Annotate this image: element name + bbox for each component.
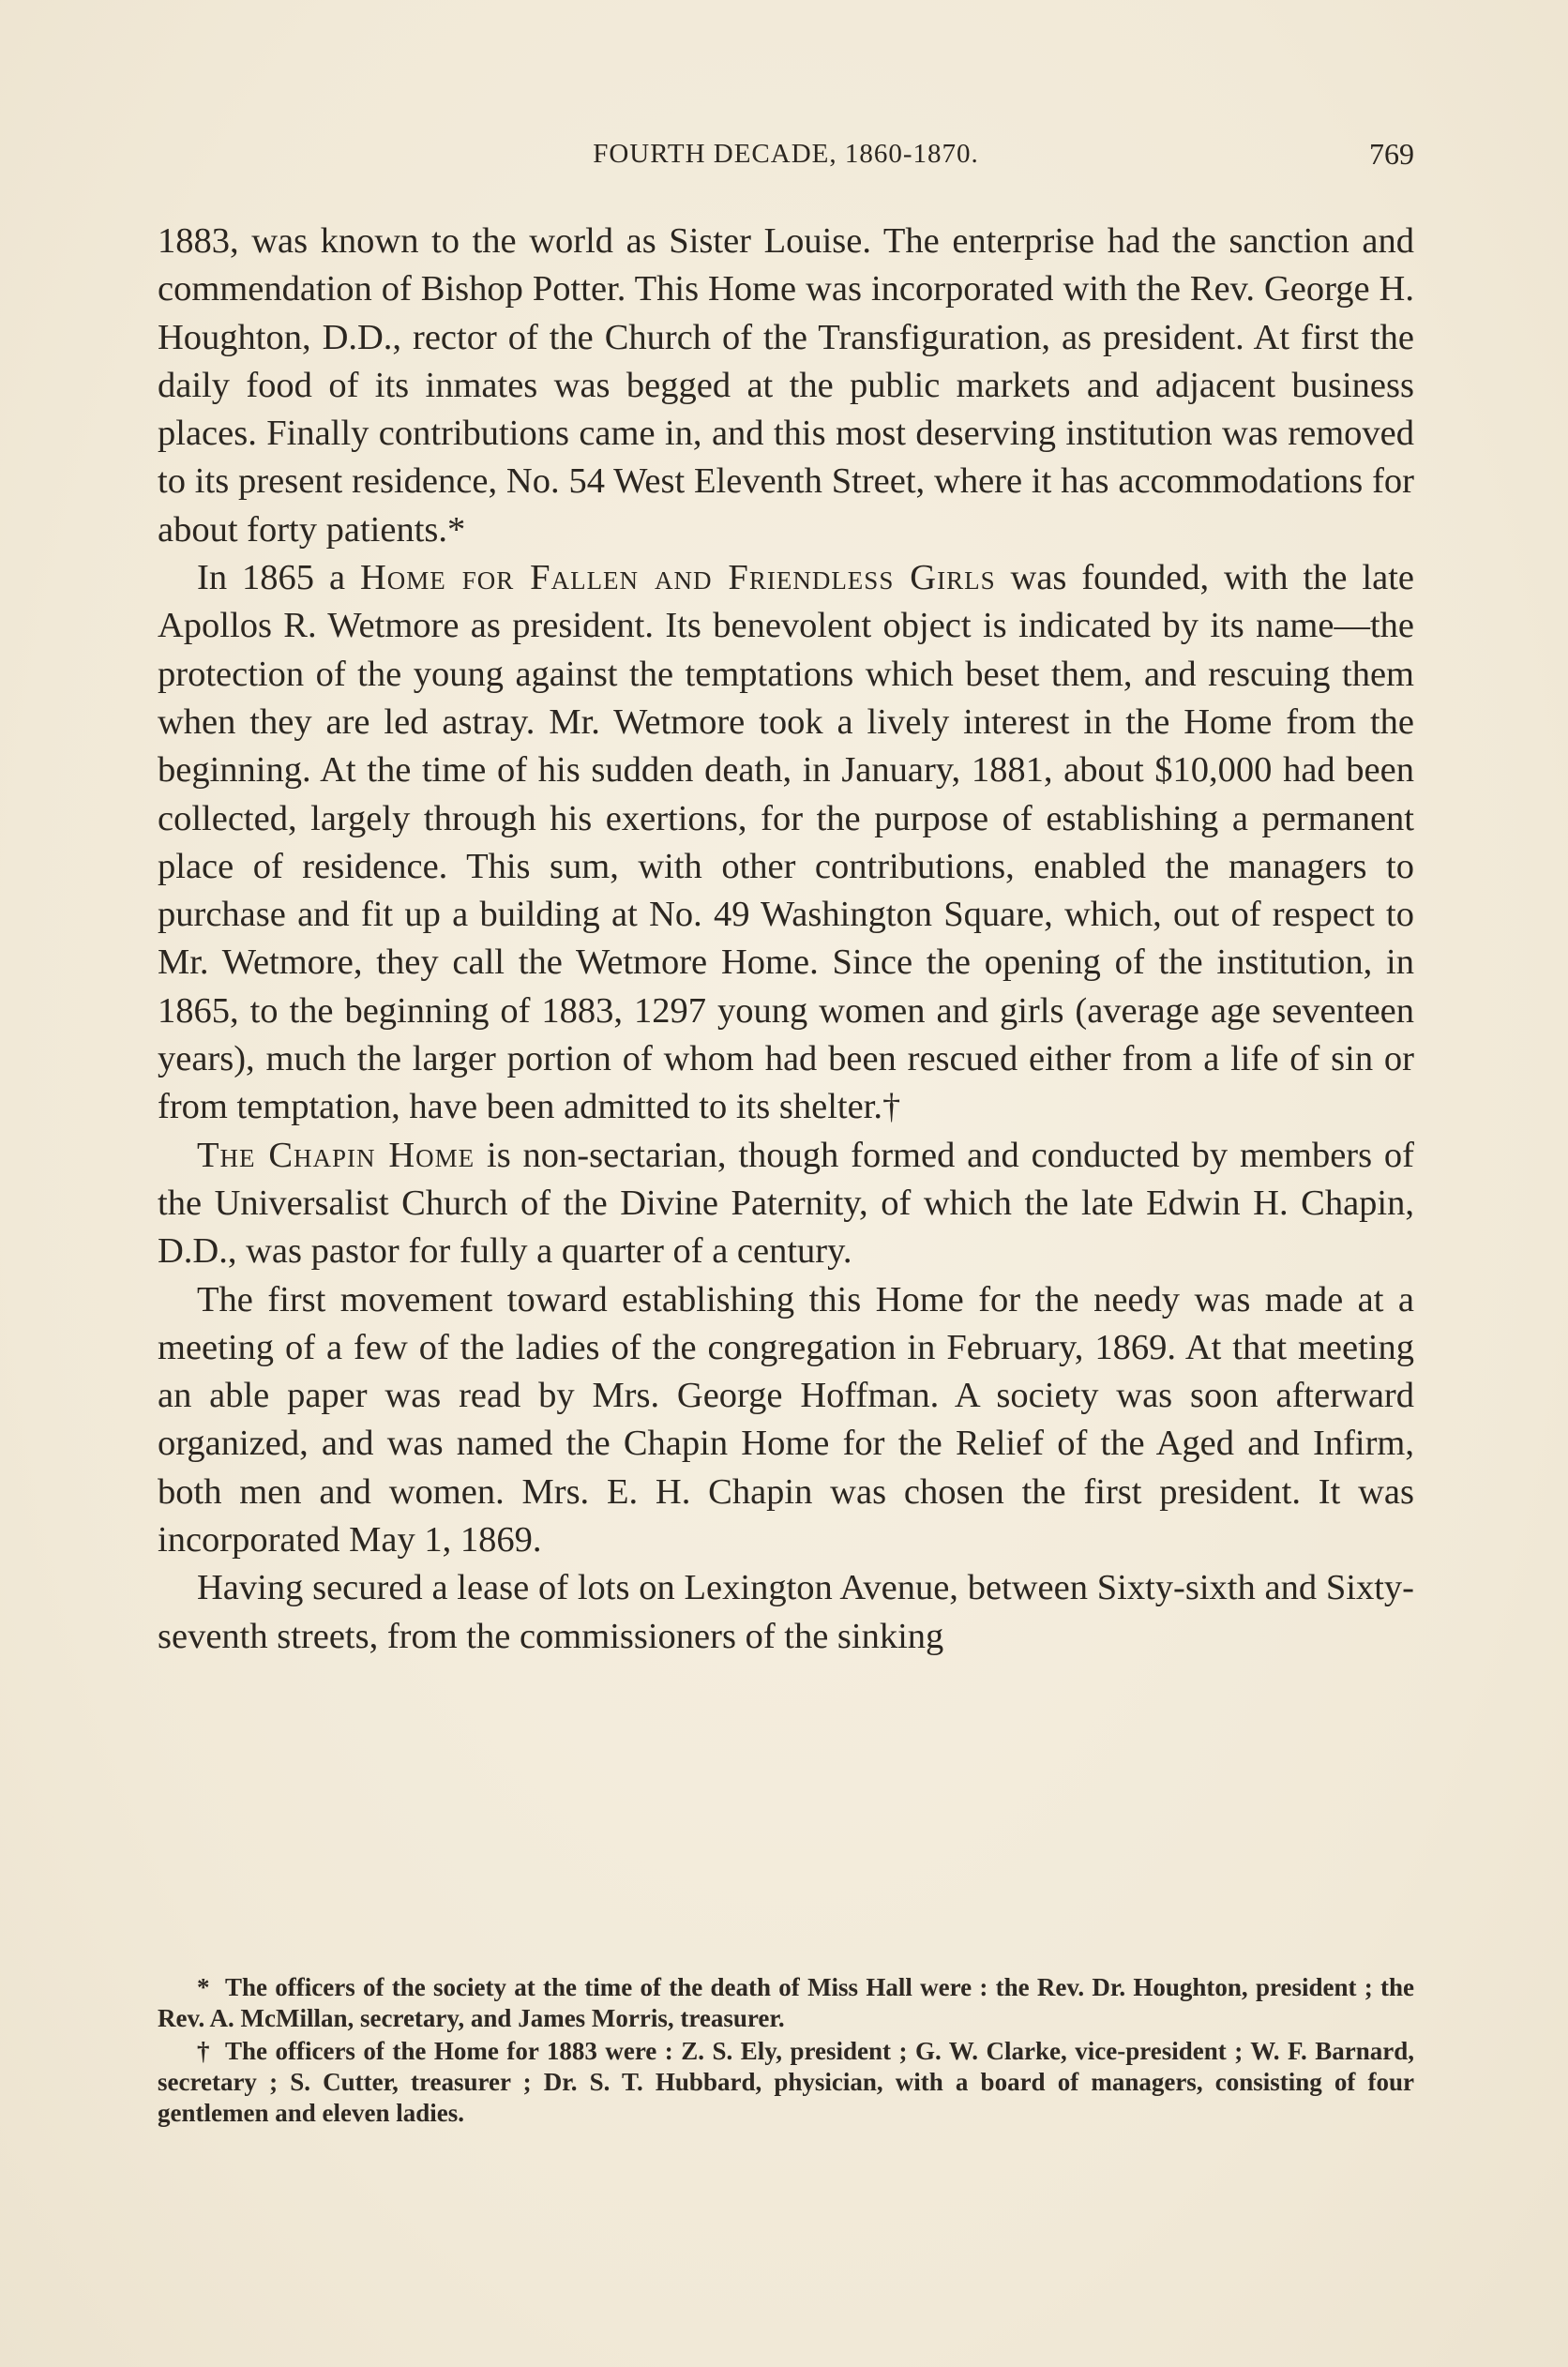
footnote-1-mark: * (197, 1973, 210, 2001)
footnote-1-text: The officers of the society at the time of the death of Miss Hall were : the Rev. Dr. Houghton, president ; the Rev. A. McMillan, secretary, and James Morris, treasurer. (158, 1973, 1414, 2032)
paragraph-5: Having secured a lease of lots on Lexington Avenue, between Sixty-sixth and Sixty-seventh streets, from the commissioners of the sinking (158, 1568, 1414, 1656)
institution-name-chapin-home: The Chapin Home (197, 1135, 475, 1175)
paragraph-2 (158, 554, 1414, 1132)
footnotes (158, 1972, 1414, 2131)
running-head: FOURTH DECADE, 1860-1870. (593, 139, 979, 169)
paragraph-3 (158, 1132, 1414, 1276)
page-number: 769 (1369, 137, 1414, 171)
page-header (158, 139, 1414, 176)
footnote-1 (158, 1972, 1414, 2034)
paragraph-2-text: was founded, with the late Apollos R. Wetmore as president. Its benevolent object is indicated by its name—the protection of the young against the temptations which beset them, and rescuing them when they are led astray. Mr. Wetmore took a lively interest in the Home from the beginning. At the time of his sudden death, in January, 1881, about $10,000 had been collected, largely through his exertions, for the purpose of establishing a permanent place of residence. This sum, with other contributions, enabled the managers to purchase and fit up a building at No. 49 Washington Square, which, out of respect to Mr. Wetmore, they call the Wetmore Home. Since the opening of the institution, in 1865, to the beginning of 1883, 1297 young women and girls (average age seventeen years), much the larger portion of whom had been rescued either from a life of sin or from temptation, have been admitted to its shelter.† (158, 558, 1414, 1127)
footnote-2-text: The officers of the Home for 1883 were : Z. S. Ely, president ; G. W. Clarke, vice-president ; W. F. Barnard, secretary ; S. Cutter, treasurer ; Dr. S. T. Hubbard, physician, with a board of managers, consisting of four gentlemen and eleven ladies. (158, 2037, 1414, 2127)
paragraph-1: 1883, was known to the world as Sister Louise. The enterprise had the sanction and commendation of Bishop Potter. This Home was incorporated with the Rev. George H. Houghton, D.D., rector of the Church of the Transfiguration, as president. At first the daily food of its inmates was begged at the public markets and adjacent business places. Finally contributions came in, and this most deserving institution was removed to its present residence, No. 54 West Eleventh Street, where it has accommodations for about forty patients.* (158, 221, 1414, 550)
footnote-2-mark: † (197, 2037, 210, 2065)
paragraph-2-lead: In 1865 a (197, 558, 360, 598)
footnote-2 (158, 2036, 1414, 2129)
paragraph-3-text: is non-sectarian, though formed and conducted by members of the Universalist Church of the Divine Paternity, of which the late Edwin H. Chapin, D.D., was pastor for fully a quarter of a century. (158, 1135, 1414, 1272)
paragraph-4: The first movement toward establishing this Home for the needy was made at a meeting of a few of the ladies of the congregation in February, 1869. At that meeting an able paper was read by Mrs. George Hoffman. A society was soon afterward organized, and was named the Chapin Home for the Relief of the Aged and Infirm, both men and women. Mrs. E. H. Chapin was chosen the first president. It was incorporated May 1, 1869. (158, 1279, 1414, 1560)
body-text (158, 218, 1414, 1661)
institution-name-fallen-girls: Home for Fallen and Friendless Girls (359, 558, 996, 598)
